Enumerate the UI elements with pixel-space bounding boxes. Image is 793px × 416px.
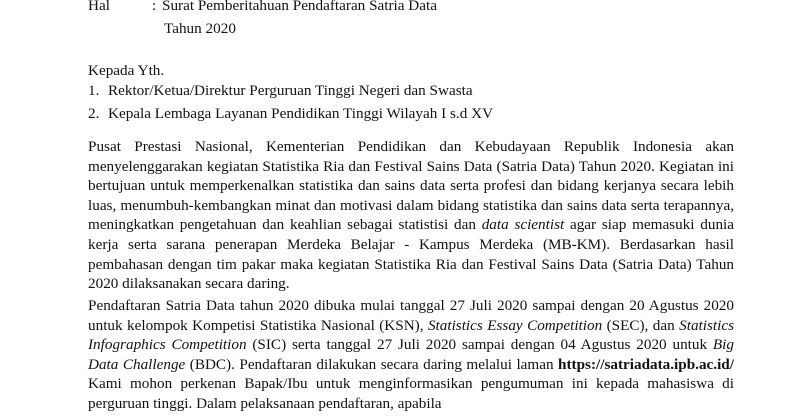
subject-label: Hal [88, 0, 110, 14]
recipient-number: 2. [88, 105, 100, 122]
subject-colon: : [152, 0, 157, 14]
subject-row [88, 0, 768, 16]
paragraph-text: Kami mohon perkenan Bapak/Ibu untuk menginformasikan pengumuman ini kepada mahasiswa di perguruan tinggi. Dalam pelaksanaan pendaftaran, apabila [88, 375, 734, 412]
paragraph-text: (SIC) serta tanggal 27 Juli 2020 sampai dengan 04 Agustus 2020 untuk [246, 336, 713, 354]
paragraph-italic-term: Big Data Challenge [88, 336, 734, 373]
recipient-list [88, 81, 768, 127]
salutation: Kepada Yth. [88, 62, 165, 79]
subject-year: Tahun 2020 [164, 20, 236, 37]
paragraph-text: Pendaftaran Satria Data tahun 2020 dibuka mulai tanggal 27 Juli 2020 sampai dengan 20 Agustus 2020 untuk kelompok Kompetisi Statistika Nasional (KSN), [88, 297, 734, 334]
recipient-text: Rektor/Ketua/Direktur Perguruan Tinggi Negeri dan Swasta [108, 82, 473, 99]
recipient-item [88, 81, 768, 104]
recipient-number: 1. [88, 82, 100, 99]
paragraph-italic-term: Statistics Infographics Competition [88, 316, 734, 354]
recipient-text: Kepala Lembaga Layanan Pendidikan Tinggi Wilayah I s.d XV [108, 105, 494, 122]
paragraph-italic-term: Statistics Essay Competition [427, 316, 603, 334]
registration-url-link[interactable]: https://satriadata.ipb.ac.id/ [558, 355, 734, 373]
body-paragraph-intro [88, 137, 734, 294]
body-paragraph-registration [88, 296, 734, 414]
paragraph-text: Pusat Prestasi Nasional, Kementerian Pendidikan dan Kebudayaan Republik Indonesia akan menyelenggarakan kegiatan Statistika Ria dan Festival Sains Data (Satria Data) Tahun 2020. Kegiatan ini bertujuan untuk memperkenalkan statistika dan sains data serta profesi dan bidang kerjanya secara lebih luas, menumbuh-kembangkan minat dan motivasi dalam bidang statistika dan sains data serta terapannya, meningkatkan pengetahuan dan keahlian sebagai statistisi dan [88, 138, 734, 234]
paragraph-text: (SEC), dan [602, 316, 680, 334]
paragraph-text: agar siap memasuki dunia kerja serta sarana penerapan Merdeka Belajar - Kampus Merdeka (MB-KM). Berdasarkan hasil pembahasan dengan tim pakar maka kegiatan Statistika Ria dan Festival Sains Data (Satria Data) Tahun 2020 dilaksanakan secara daring. [88, 216, 734, 293]
subject-value: Surat Pemberitahuan Pendaftaran Satria Data [162, 0, 437, 14]
paragraph-italic-term: data scientist [481, 216, 565, 234]
recipient-item [88, 104, 768, 127]
paragraph-text: (BDC). Pendaftaran dilakukan secara daring melalui laman [185, 355, 559, 373]
